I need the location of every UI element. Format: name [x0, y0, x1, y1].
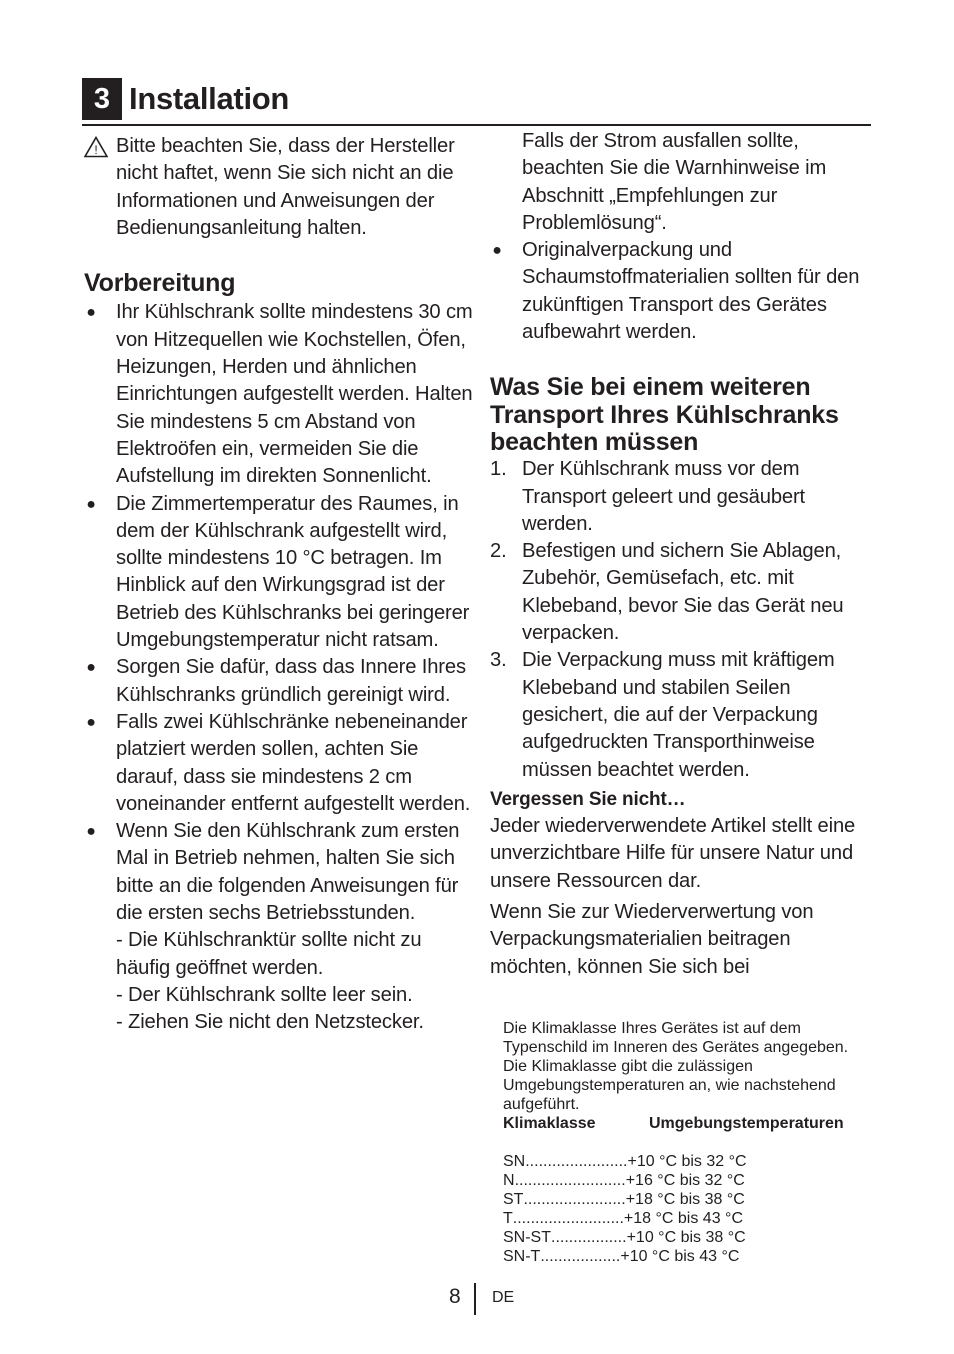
sub-item: - Die Kühlschranktür sollte nicht zu häufig geöffnet werden. [116, 929, 422, 979]
climate-table [503, 1152, 873, 1266]
list-item: ● Falls zwei Kühlschränke nebeneinander platziert werden sollen, achten Sie darauf, dass sie mindestens 2 cm voneinander entfernt aufgestellt werden. [84, 709, 474, 818]
list-item: ● Ihr Kühlschrank sollte mindestens 30 cm von Hitzequellen wie Kochstellen, Öfen, Heizungen, Herden und ähnlichen Einrichtungen aufgestellt werden. Halten Sie mindestens 5 cm Abstand von Elektroöfen ein, vermeiden Sie die Aufstellung im direkten Sonnenlicht. [84, 299, 474, 490]
bullet-icon: ● [86, 495, 96, 513]
preparation-list [84, 299, 474, 927]
climate-col-temp: Umgebungstemperaturen [649, 1115, 844, 1132]
list-item: ● Wenn Sie den Kühlschrank zum ersten Mal in Betrieb nehmen, halten Sie sich bitte an die folgenden Anweisungen für die ersten sechs Betriebsstunden. [84, 818, 474, 927]
section-title: Installation [129, 81, 290, 116]
right-column [490, 128, 870, 981]
warning-text: Bitte beachten Sie, dass der Hersteller nicht haftet, wenn Sie sich nicht an die Informationen und Anweisungen der Bedienungsanleitung halten. [116, 135, 455, 239]
recycling-paragraph: Wenn Sie zur Wiederverwertung von Verpackungsmaterialien beitragen möchten, können Sie sich bei [490, 901, 814, 978]
bullet-icon: ● [86, 304, 96, 322]
list-item: ● Die Zimmertemperatur des Raumes, in dem der Kühlschrank aufgestellt wird, sollte mindestens 10 °C betragen. Im Hinblick auf den Wirkungsgrad ist der Betrieb des Kühlschranks bei geringerer Umgebungstemperatur nicht ratsam. [84, 491, 474, 655]
list-item: ● Originalverpackung und Schaumstoffmaterialien sollten für den zukünftigen Transport des Gerätes aufbewahrt werden. [490, 237, 870, 346]
transport-steps [490, 456, 870, 784]
continuation-text: Falls der Strom ausfallen sollte, beachten Sie die Warnhinweise im Abschnitt „Empfehlungen zur Problemlösung“. [522, 130, 827, 234]
reminder-subheading: Vergessen Sie nicht… [490, 788, 686, 810]
transport-heading: Was Sie bei einem weiteren Transport Ihres Kühlschranks beachten müssen [490, 373, 839, 456]
footer-divider [474, 1283, 476, 1315]
preparation-heading: Vorbereitung [84, 269, 236, 298]
sub-item: - Ziehen Sie nicht den Netzstecker. [116, 1011, 424, 1034]
table-row: SN-ST ................. +10 °C bis 38 °C [503, 1229, 746, 1246]
table-row: N ......................... +16 °C bis 32 °C [503, 1172, 745, 1189]
packaging-list [490, 237, 870, 346]
page-number: 8 [449, 1285, 461, 1308]
section-header [82, 78, 871, 126]
list-item: 2. Befestigen und sichern Sie Ablagen, Zubehör, Gemüsefach, etc. mit Klebeband, bevor Sie das Gerät neu verpacken. [490, 540, 844, 645]
table-row: SN ....................... +10 °C bis 32 °C [503, 1153, 747, 1170]
climate-intro: Die Klimaklasse Ihres Gerätes ist auf dem Typenschild im Inneren des Gerätes angegeben. Die Klimaklasse gibt die zulässigen Umgebungstemperaturen an, wie nachstehend aufgeführt. [503, 1020, 849, 1113]
bullet-icon: ● [86, 659, 96, 677]
section-number: 3 [82, 78, 122, 120]
climate-table-header [503, 1114, 873, 1133]
sub-item: - Der Kühlschrank sollte leer sein. [116, 983, 413, 1006]
warning-triangle-icon [84, 136, 108, 158]
list-item: 1. Der Kühlschrank muss vor dem Transport geleert und gesäubert werden. [490, 458, 806, 535]
bullet-icon: ● [86, 713, 96, 731]
table-row: SN-T .................. +10 °C bis 43 °C [503, 1248, 740, 1265]
svg-text:!: ! [94, 143, 98, 157]
left-column [84, 133, 474, 1037]
list-item: ● Sorgen Sie dafür, dass das Innere Ihres Kühlschranks gründlich gereinigt wird. [84, 654, 474, 709]
recycling-paragraph: Jeder wiederverwendete Artikel stellt eine unverzichtbare Hilfe für unsere Natur und unsere Ressourcen dar. [490, 815, 856, 892]
climate-class-info [503, 1019, 873, 1266]
table-row: ST ....................... +18 °C bis 38 °C [503, 1191, 745, 1208]
bullet-icon: ● [86, 823, 96, 841]
bullet-icon: ● [492, 242, 502, 260]
climate-col-class: Klimaklasse [503, 1115, 596, 1132]
list-item: 3. Die Verpackung muss mit kräftigem Klebeband und stabilen Seilen gesichert, die auf der Verpackung aufgedruckten Transporthinweise müssen beachtet werden. [490, 649, 835, 781]
language-code: DE [492, 1289, 515, 1306]
table-row: T ......................... +18 °C bis 43 °C [503, 1210, 743, 1227]
warning-note [84, 133, 474, 242]
